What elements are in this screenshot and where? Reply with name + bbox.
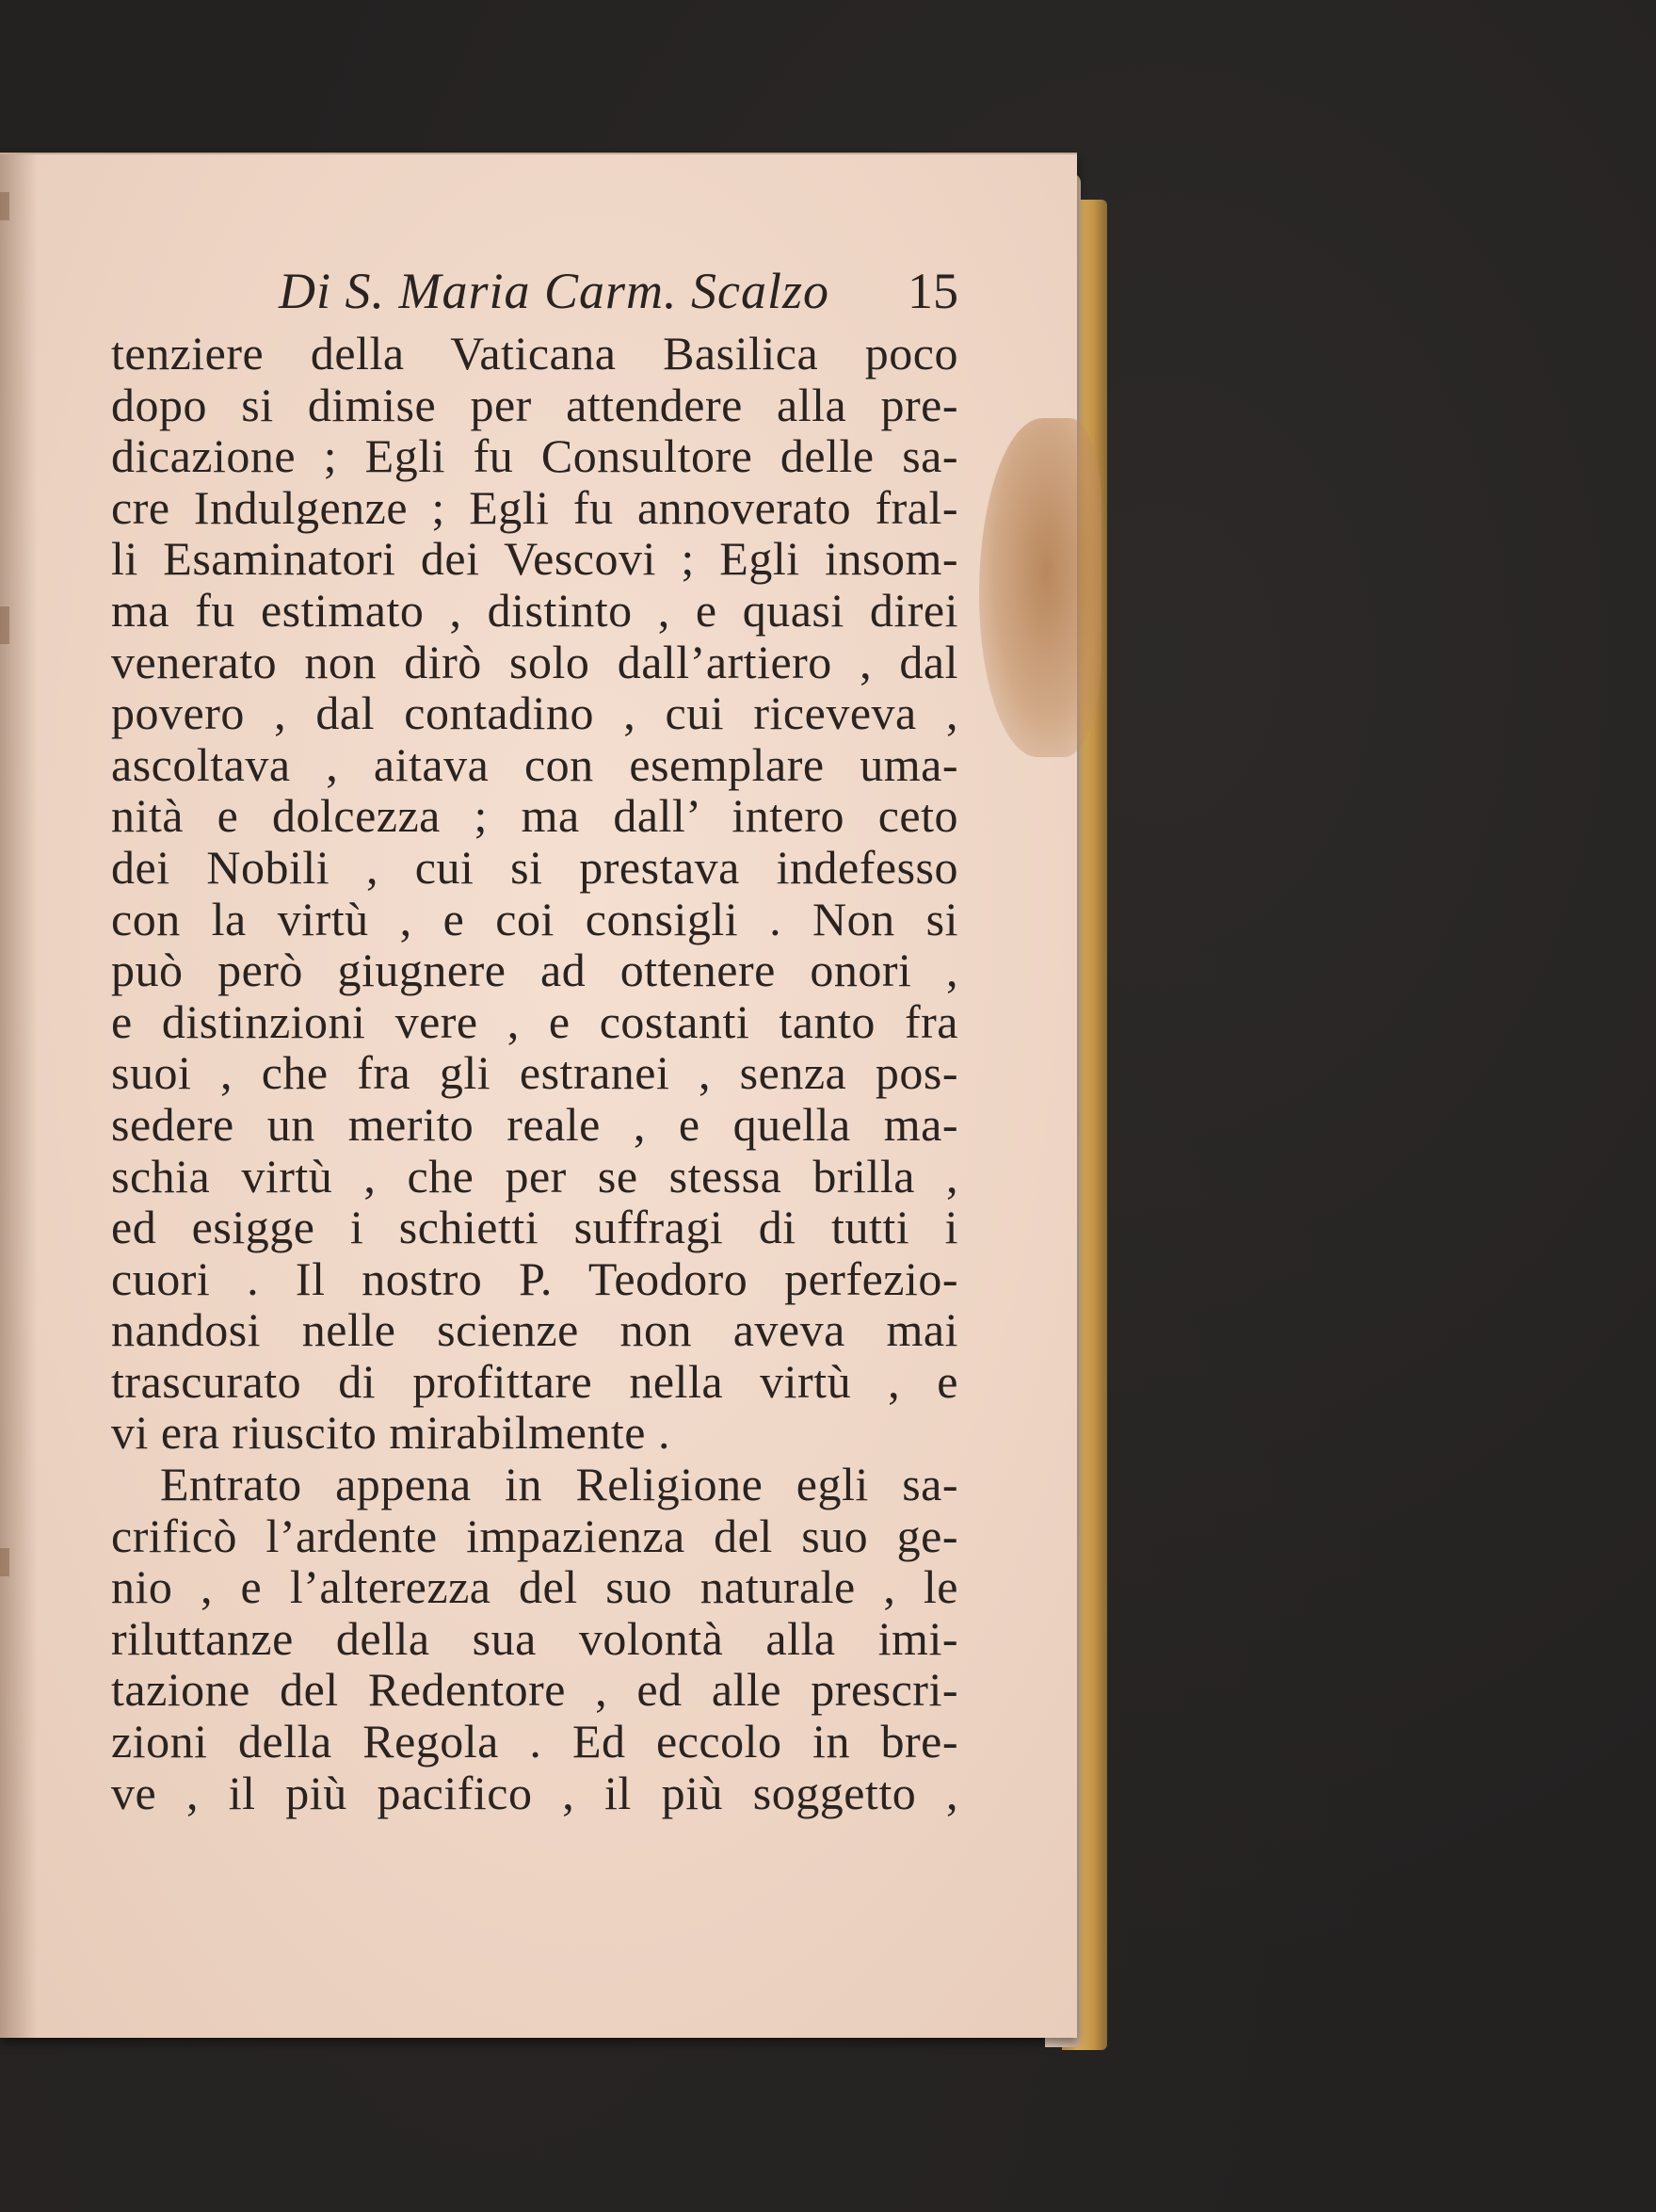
text-line: e distinzioni vere , e costanti tanto fra	[111, 994, 958, 1048]
text-line: ma fu estimato , distinto , e quasi direi	[111, 583, 958, 637]
text-line: Entrato appena in Religione egli sa-	[160, 1458, 958, 1511]
text-line: dei Nobili , cui si prestava indefesso	[111, 840, 958, 894]
text-line: trascurato di profittare nella virtù , e	[111, 1354, 958, 1408]
text-line: zioni della Regola . Ed eccolo in bre-	[111, 1715, 958, 1768]
binding-thread	[0, 192, 9, 220]
running-head-title: Di S. Maria Carm. Scalzo	[279, 263, 830, 319]
paragraph-1	[111, 328, 958, 1459]
text-line: schia virtù , che per se stessa brilla ,	[111, 1149, 958, 1203]
running-head	[111, 262, 958, 328]
text-line: ve , il più pacifico , il più soggetto ,	[111, 1766, 958, 1819]
text-line: suoi , che fra gli estranei , senza pos-	[111, 1046, 958, 1100]
text-line: dopo si dimise per attendere alla pre-	[111, 378, 958, 431]
text-line: dicazione ; Egli fu Consultore delle sa-	[111, 429, 958, 483]
text-line: vi era riuscito mirabilmente .	[111, 1406, 670, 1460]
text-line: con la virtù , e coi consigli . Non si	[111, 892, 958, 945]
page-number: 15	[908, 263, 958, 319]
text-line: sedere un merito reale , e quella ma-	[111, 1097, 958, 1151]
binding-thread	[0, 606, 9, 644]
text-line: cuori . Il nostro P. Teodoro perfezio-	[111, 1251, 958, 1305]
text-line: cre Indulgenze ; Egli fu annoverato fral-	[111, 480, 958, 534]
text-line: riluttanze della sua volontà alla imi-	[111, 1611, 958, 1665]
text-line: crificò l’ardente impazienza del suo ge-	[111, 1509, 958, 1562]
text-line: ed esigge i schietti suffragi di tutti i	[111, 1201, 958, 1254]
water-stain	[979, 418, 1101, 757]
text-line: povero , dal contadino , cui riceveva ,	[111, 686, 958, 740]
paragraph-2	[111, 1459, 958, 1818]
page-text	[111, 262, 958, 1818]
binding-thread	[0, 1548, 9, 1576]
text-line: può però giugnere ad ottenere onori ,	[111, 944, 958, 997]
text-line: tenziere della Vaticana Basilica poco	[111, 327, 958, 379]
text-line: venerato non dirò solo dall’artiero , dal	[111, 635, 958, 688]
text-line: tazione del Redentore , ed alle prescri-	[111, 1663, 958, 1717]
text-line: nio , e l’alterezza del suo naturale , le	[111, 1560, 958, 1614]
text-line: li Esaminatori dei Vescovi ; Egli insom-	[111, 532, 958, 586]
text-line: nità e dolcezza ; ma dall’ intero ceto	[111, 789, 958, 843]
text-line: ascoltava , aitava con esemplare uma-	[111, 737, 958, 791]
text-line: nandosi nelle scienze non aveva mai	[111, 1303, 958, 1357]
